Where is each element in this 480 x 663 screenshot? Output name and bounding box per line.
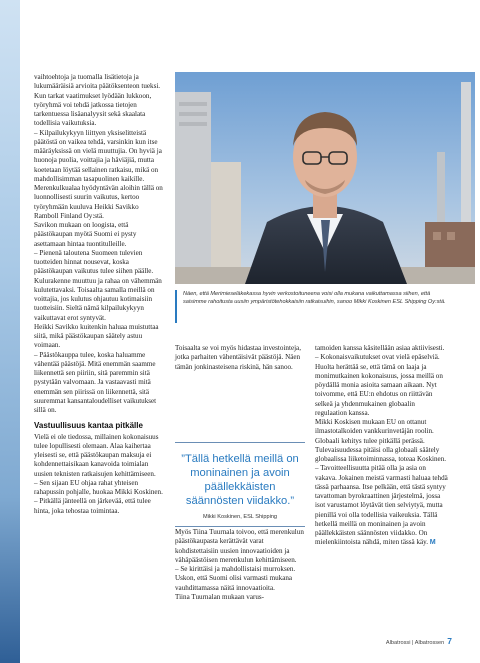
quote-text: ”Tällä hetkellä meillä on moninainen ja avoin päällekkäisten säännösten viidakko.” (181, 453, 299, 507)
publication-name: Albatrossi | Albatrossen (385, 640, 445, 646)
quote-attribution: Mikki Koskinen, ESL Shipping (202, 514, 278, 520)
paragraph: Toisaalta se voi myös hidastaa investointeja, jotka parhaiten vähentäisivät päästöjä. Näen tämän jonkinasteisena riskinä, hän sanoo. (175, 344, 301, 371)
page-footer (386, 636, 452, 646)
paragraph: – Se kirittäisi ja mahdollistaisi murroksen. Uskon, että Suomi olisi varmasti mukana vauhdittamassa näitä innovaatioita. (175, 565, 296, 592)
portrait-photo (175, 72, 475, 284)
paragraph: Savikon mukaan on loogista, että päästökaupan myötä Suomi ei pysty asettamaan hintaa tuontitulleille. (34, 221, 137, 248)
paragraph: vaihtoehtoja ja tuomalla lisätietoja ja lukumääräisiä arvioita päätöksenteon tueksi. Kun tarkat vaatimukset lyödään lukkoon, työryhmä voi tehdä jatkossa tietojen tarkentuessa lisäanalyysit sekä skaalata todellisia vaikutuksia. (34, 73, 161, 128)
paragraph: Heikki Savikko kuitenkin haluaa muistuttaa siitä, mikä päästökaupan säätely astuu voimaan. (34, 322, 159, 350)
page-number: 7 (447, 636, 452, 646)
photo-caption: Näen, että Merimieseläkekassa hyvin verkostoituneena voisi olla mukana vaikuttamassa siihen, että saisimme rahoitusta uusiin ympäristötehokkaisiin ratkaisuihin, sanoo Mikki Koskinen ESL Shipping Oy:stä. (183, 291, 446, 305)
paragraph: Myös Tiina Tuurnala toivoo, että merenkulun päästökaupasta kerättävät varat kohdistettaisiin uusien innovaatioiden ja vähäpäästöisen merenkulun kehittämiseen. (175, 528, 304, 564)
article-column-left (34, 73, 164, 516)
pull-quote (175, 442, 305, 527)
paragraph-text: – Tavoitteellisuutta pitää olla ja asia on vakava. Jokainen meistä varmasti haluaa tehdä tässä parhaansa. Itse pelkään, että tästä syntyy tavattoman byrokraattinen järjestelmä, jossa isot varustamot löytävät tien selviytyä, mutta pienillä voi olla todellisia vaikeuksia. Tällä hetkellä meillä on moninainen ja avoin päällekkäisten säännösten viidakko. On mielenkiintoista nähdä, miten tässä käy. (315, 464, 448, 547)
end-mark: M (429, 538, 436, 547)
paragraph: tamoiden kanssa käsitellään asiaa aktiivisesti. (315, 344, 445, 352)
paragraph: Mikki Koskisen mukaan EU on ottanut ilmastotalkoiden vankkurinvetäjän roolin. Globaali kehitys tulee pitkällä perässä. Tulevaisuudessa pitäisi olla globaali säätely globaalissa liiketoiminnassa, toteaa Koskinen. (315, 418, 447, 463)
paragraph: – Kilpailukykyyn liittyen yksiselitteistä päätöstä on vaikea tehdä, varsinkin kun itse määräyksissä on vielä muuttujia. On hyviä ja huonoja puolia, voittajia ja häviäjiä, mutta koetetaan löytää sellainen ratkaisu, mikä on mahdollisimman tasapuolinen kaikille. Merenkulkualaa hyödyntävän aloihin tällä on luonnollisesti suurin vaikutus, kertoo työryhmään kuuluva Heikki Savikko Ramboll Finland Oy:stä. (34, 128, 163, 220)
paragraph: – Päästökauppa tulee, koska haluamme vähentää päästöjä. Mitä enemmän saamme liikennettä sen piiriin, sitä paremmin sitä pystytään valvomaan. Ja vastaavasti mitä enemmän sen piirissä on liikennettä, sitä suuremmat kansantaloudelliset vaikutukset sillä on. (34, 350, 157, 414)
quote-bottom-rule (175, 526, 305, 527)
paragraph: Tiina Tuurnalan mukaan varus- (175, 592, 264, 601)
paragraph: – Pitkällä jänteellä on järkevää, että tulee hinta, joka tehostaa toimintaa. (34, 497, 151, 515)
paragraph: – Sen sijaan EU ohjaa rahat yhteisen rahapussin pohjalle, huokaa Mikki Koskinen. (34, 478, 163, 496)
portrait-illustration (175, 72, 475, 284)
article-column-middle (175, 344, 305, 372)
article-column-right (315, 344, 448, 548)
paragraph (315, 464, 448, 547)
paragraph: – Kokonaisvaikutukset ovat vielä epäselviä. Huolta herättää se, että tämä on laaja ja monimutkainen kokonaisuus, jossa meillä on pöydällä monia asioita samaan aikaan. Nyt toivomme, että EU:n ehdotus on riittävän selkeä ja yhdenmukainen globaalin regulaation kanssa. (315, 353, 443, 417)
section-subheading: Vastuullisuus kantaa pitkälle (34, 421, 143, 431)
decorative-edge-strip (0, 0, 20, 663)
article-column-middle-lower (175, 528, 305, 602)
paragraph: – Pienenä taloutena Suomeen tulevien tuotteiden hinnat nousevat, koska päästökaupan vaikutus tulee siihen päälle. Kulurakenne muuttuu ja rahaa on vähemmän kulutettavaksi. Toisaalta samalla meillä on voittajia, jos kulutus ohjautuu kotimaisiin tuotteisiin. Sieltä nämä kilpailukykyyn vaikuttavat erot syntyvät. (34, 248, 162, 322)
paragraph: Vielä ei ole tiedossa, millainen kokonaisuus tulee lopullisesti olemaan. Alaa kaihertaa yleisesti se, että päästökaupan maksuja ei kohdennettaisikaan kanavoida toimialan uusien teknisten ratkaisujen kehittämiseen. (34, 432, 159, 478)
quote-top-rule (175, 442, 305, 443)
caption-accent-bar (175, 290, 177, 323)
